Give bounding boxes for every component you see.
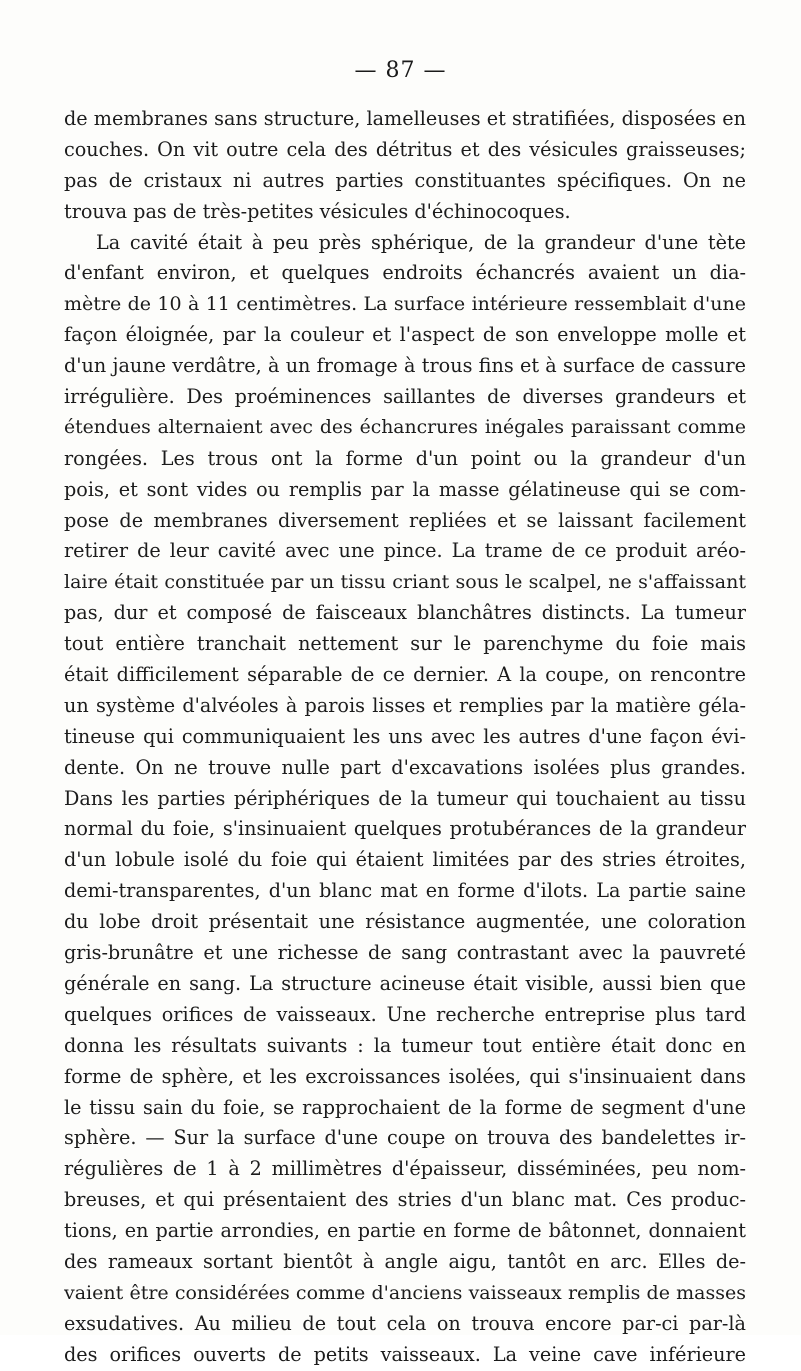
text-line: Dans les parties périphériques de la tumeur qui touchaient au tissu (64, 786, 746, 810)
text-line: normal du foie, s'insinuaient quelques protubérances de la grandeur (64, 817, 746, 841)
text-line: pas, dur et composé de faisceaux blanchâtres distincts. La tumeur (64, 601, 746, 625)
text-line: d'un jaune verdâtre, à un fromage à trous fins et à surface de cassure (64, 354, 746, 378)
text-line: quelques orifices de vaisseaux. Une recherche entreprise plus tard (64, 1002, 746, 1026)
text-line: demi-transparentes, d'un blanc mat en forme d'ilots. La partie saine (64, 879, 746, 903)
text-line: donna les résultats suivants : la tumeur tout entière était donc en (64, 1033, 746, 1057)
text-line: vaient être considérées comme d'anciens vaisseaux remplis de masses (64, 1281, 746, 1304)
page-number: — 87 — (354, 58, 447, 83)
text-line: sphère. — Sur la surface d'une coupe on trouva des bandelettes ir- (64, 1126, 746, 1150)
text-line: pois, et sont vides ou remplis par la masse gélatineuse qui se com- (64, 477, 746, 501)
text-line: gris-brunâtre et une richesse de sang contrastant avec la pauvreté (64, 941, 746, 965)
text-line: retirer de leur cavité avec une pince. La trame de ce produit aréo- (64, 539, 746, 563)
text-line: d'enfant environ, et quelques endroits échancrés avaient un dia- (64, 261, 746, 285)
text-line: forme de sphère, et les excroissances isolées, qui s'insinuaient dans (64, 1064, 746, 1088)
text-line: tineuse qui communiquaient les uns avec les autres d'une façon évi- (64, 724, 746, 748)
text-line: de membranes sans structure, lamelleuses et stratifiées, disposées en (64, 107, 746, 130)
text-line: dente. On ne trouve nulle part d'excavations isolées plus grandes. (64, 755, 746, 779)
text-line: générale en sang. La structure acineuse était visible, aussi bien que (64, 971, 746, 995)
text-line: laire était constituée par un tissu criant sous le scalpel, ne s'affaissant (64, 571, 746, 594)
text-line: breuses, et qui présentaient des stries d'un blanc mat. Ces produc- (64, 1188, 746, 1212)
text-line: tout entière tranchait nettement sur le parenchyme du foie mais (64, 632, 746, 656)
text-line: exsudatives. Au milieu de tout cela on trouva encore par-ci par-là (64, 1311, 746, 1335)
text-line: pas de cristaux ni autres parties constituantes spécifiques. On ne (64, 168, 746, 192)
text-line: régulières de 1 à 2 millimètres d'épaisseur, disséminées, peu nom- (64, 1157, 746, 1181)
text-line: rongées. Les trous ont la forme d'un point ou la grandeur d'un (64, 446, 746, 470)
text-line: trouva pas de très-petites vésicules d'échinocoques. (64, 199, 571, 223)
body-text (64, 104, 746, 1371)
text-line: couches. On vit outre cela des détritus et des vésicules graisseuses; (64, 137, 746, 161)
text-line: le tissu sain du foie, se rapprochaient de la forme de segment d'une (64, 1095, 746, 1119)
text-line: étendues alternaient avec des échancrures inégales paraissant comme (64, 416, 746, 438)
text-line: d'un lobule isolé du foie qui étaient limitées par des stries étroites, (64, 848, 746, 872)
text-line: irrégulière. Des proéminences saillantes de diverses grandeurs et (64, 385, 746, 409)
text-line: façon éloignée, par la couleur et l'aspect de son enveloppe molle et (64, 323, 746, 347)
text-line: tions, en partie arrondies, en partie en forme de bâtonnet, donnaient (64, 1219, 746, 1243)
text-line: un système d'alvéoles à parois lisses et remplies par la matière géla- (64, 693, 746, 717)
text-line: du lobe droit présentait une résistance augmentée, une coloration (64, 910, 746, 934)
text-line: des orifices ouverts de petits vaisseaux. La veine cave inférieure (64, 1342, 746, 1366)
text-line: des rameaux sortant bientôt à angle aigu, tantôt en arc. Elles de- (64, 1249, 746, 1273)
text-line: La cavité était à peu près sphérique, de la grandeur d'une tète (96, 230, 746, 254)
text-line: mètre de 10 à 11 centimètres. La surface intérieure ressemblait d'une (64, 293, 746, 316)
text-line: pose de membranes diversement repliées et se laissant facilement (64, 508, 746, 532)
text-line: était difficilement séparable de ce dernier. A la coupe, on rencontre (64, 663, 746, 687)
